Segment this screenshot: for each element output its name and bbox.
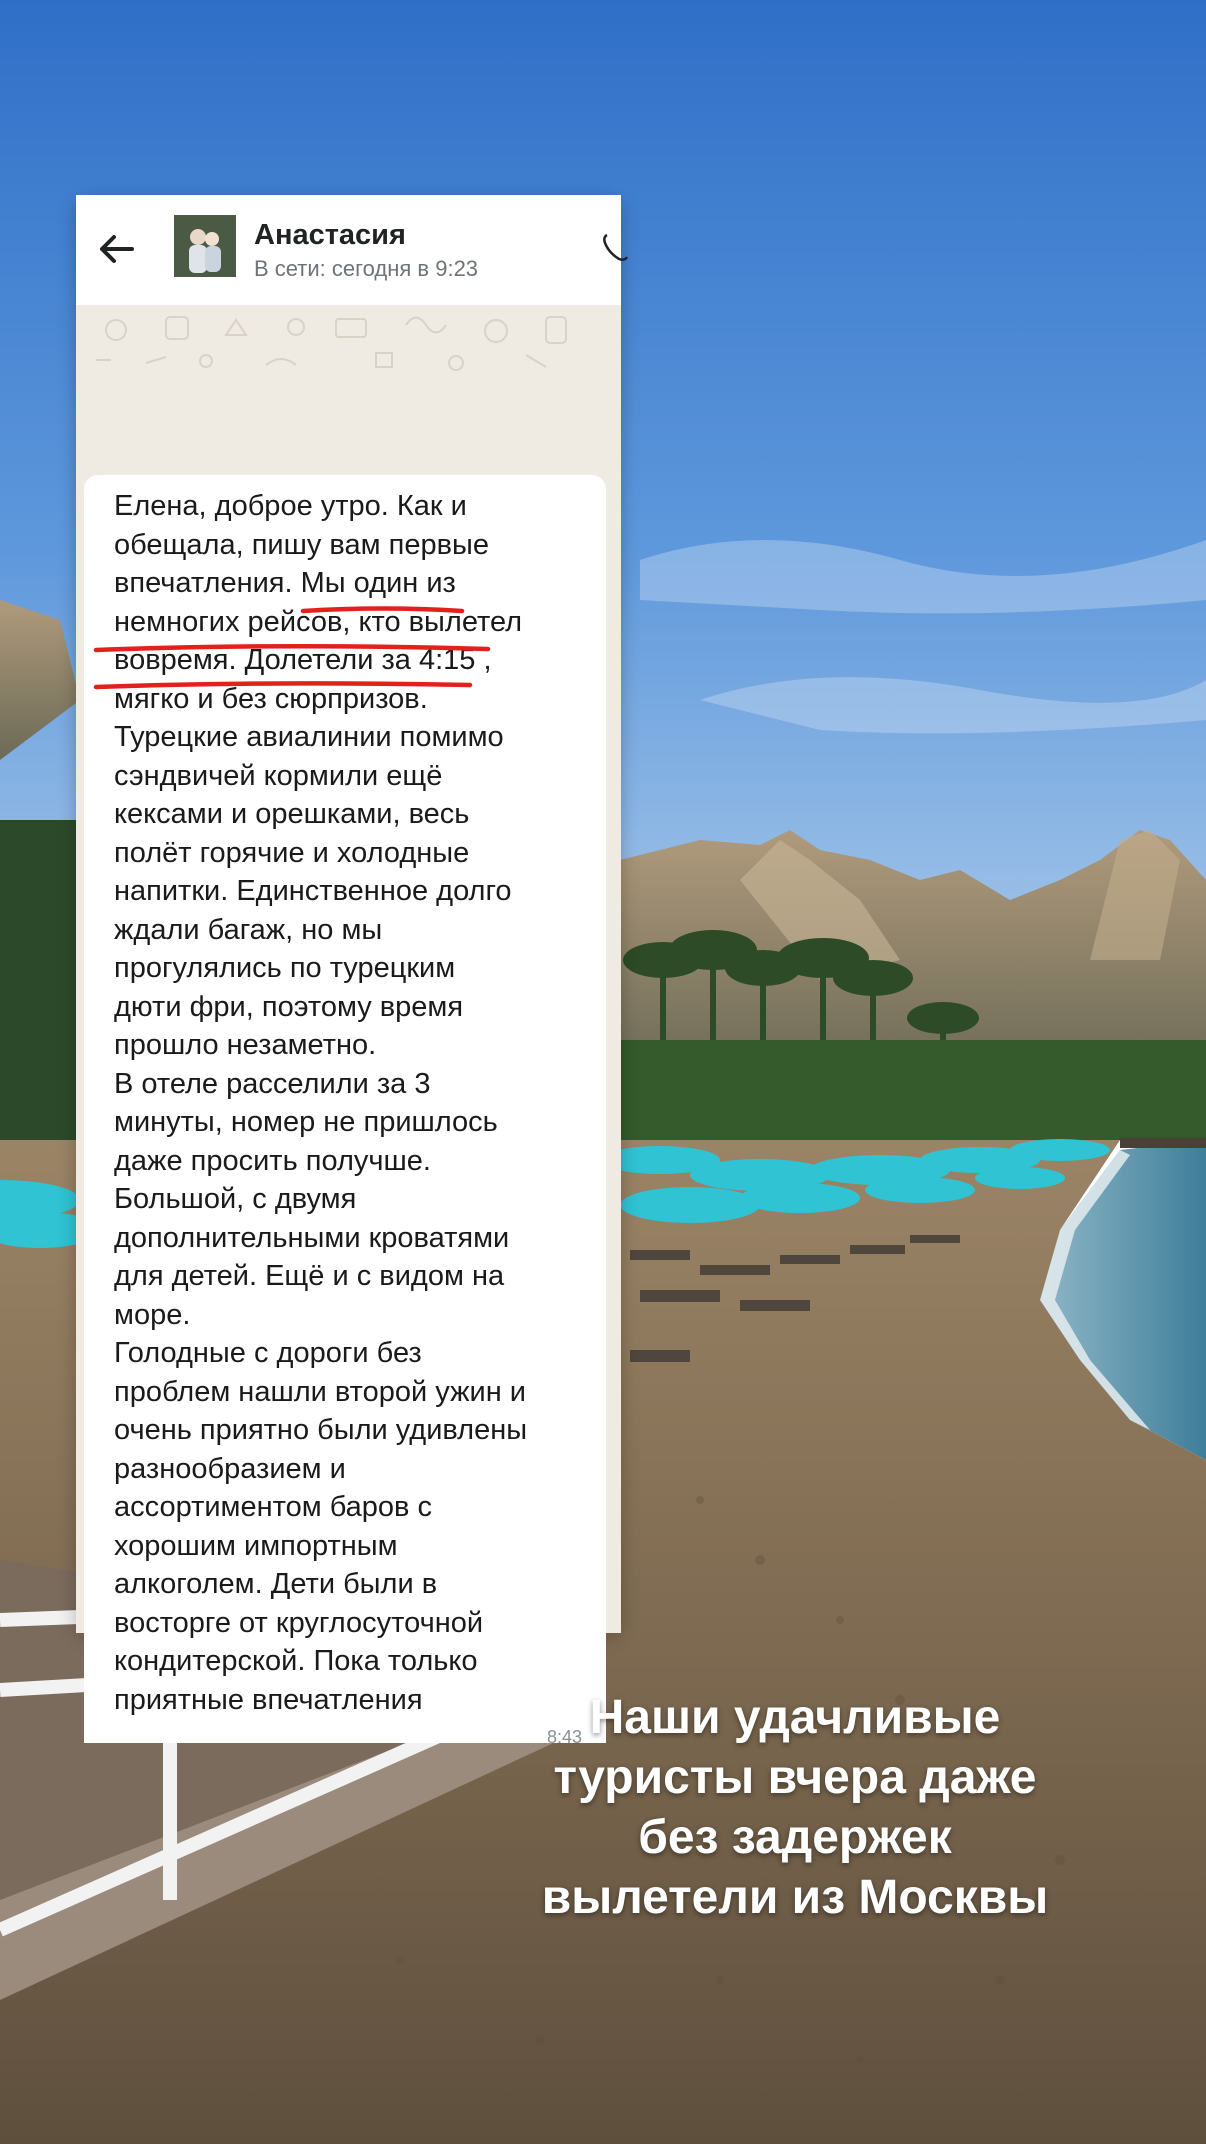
contact-name: Анастасия	[254, 219, 406, 251]
message-bubble[interactable]	[84, 475, 606, 1747]
avatar[interactable]	[174, 215, 236, 277]
chat-background	[76, 305, 621, 1747]
caption-text: Наши удачливые туристы вчера даже без задержек вылетели из Москвы	[541, 1691, 1049, 1924]
message-time: 8:43	[546, 1727, 582, 1747]
arrow-left-icon[interactable]	[92, 225, 140, 273]
message-text: Елена, доброе утро. Как и обещала, пишу вам первые впечатления. Мы один из немногих рейсов, кто вылетел вовремя. Долетели за 4:15 , мягко и без сюрпризов. Турецкие авиалинии помимо сэндвичей кормили ещё кексами и орешками, весь полёт горячие и холодные напитки. Единственное долго ждали багаж, но мы прогулялись по турецким дюти фри, поэтому время прошло незаметно. В отеле расселили за 3 минуты, номер не пришлось даже просить получше. Большой, с двумя дополнительными кроватями для детей. Ещё и с видом на море. Голодные с дороги без проблем нашли второй ужин и очень приятно были удивлены разнообразием и ассортиментом баров с хорошим импортным алкоголем. Дети были в восторге от круглосуточной кондитерской. Пока только приятные впечатления	[114, 490, 528, 1716]
contact-status: В сети: сегодня в 9:23	[254, 256, 479, 281]
chat-screenshot	[76, 195, 621, 1747]
phone-icon[interactable]	[601, 229, 631, 265]
chat-header	[76, 195, 621, 306]
